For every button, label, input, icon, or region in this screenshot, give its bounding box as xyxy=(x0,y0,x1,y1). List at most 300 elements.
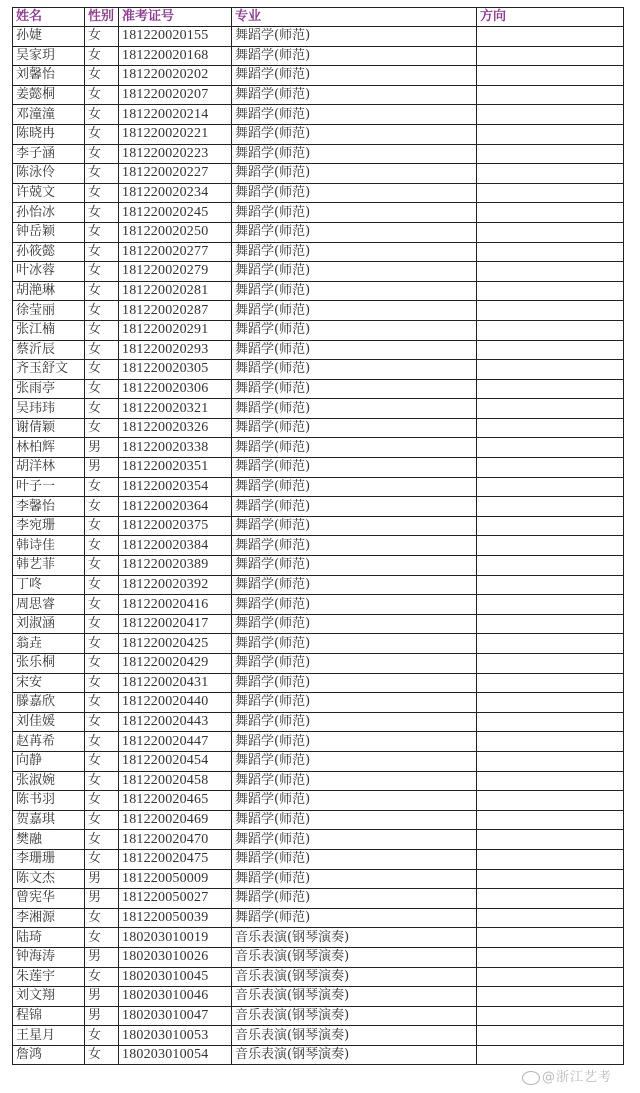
table-row xyxy=(13,399,624,419)
cell-exam-id: 181220020447 xyxy=(119,732,232,752)
cell-major: 舞蹈学(师范) xyxy=(232,732,477,752)
cell-sex: 女 xyxy=(85,967,119,987)
cell-direction xyxy=(477,1026,624,1046)
table-row xyxy=(13,418,624,438)
cell-sex: 女 xyxy=(85,320,119,340)
cell-name: 王星月 xyxy=(13,1026,85,1046)
table-body xyxy=(13,27,624,1065)
cell-direction xyxy=(477,1045,624,1065)
cell-name: 邓潼潼 xyxy=(13,105,85,125)
cell-direction xyxy=(477,360,624,380)
cell-name: 陈文杰 xyxy=(13,869,85,889)
table-row xyxy=(13,360,624,380)
cell-direction xyxy=(477,751,624,771)
cell-major: 音乐表演(钢琴演奏) xyxy=(232,1045,477,1065)
cell-exam-id: 181220020293 xyxy=(119,340,232,360)
header-major: 专业 xyxy=(232,8,477,27)
table-row xyxy=(13,516,624,536)
cell-major: 舞蹈学(师范) xyxy=(232,516,477,536)
cell-exam-id: 181220020416 xyxy=(119,595,232,615)
table-row xyxy=(13,1045,624,1065)
cell-name: 朱莲宇 xyxy=(13,967,85,987)
cell-exam-id: 181220020281 xyxy=(119,281,232,301)
cell-sex: 女 xyxy=(85,281,119,301)
cell-direction xyxy=(477,634,624,654)
cell-name: 韩诗佳 xyxy=(13,536,85,556)
cell-direction xyxy=(477,399,624,419)
cell-direction xyxy=(477,771,624,791)
table-row xyxy=(13,889,624,909)
cell-major: 舞蹈学(师范) xyxy=(232,477,477,497)
cell-major: 舞蹈学(师范) xyxy=(232,712,477,732)
cell-name: 丁咚 xyxy=(13,575,85,595)
cell-direction xyxy=(477,320,624,340)
cell-exam-id: 181220020277 xyxy=(119,242,232,262)
cell-sex: 女 xyxy=(85,222,119,242)
cell-sex: 女 xyxy=(85,477,119,497)
cell-exam-id: 181220020389 xyxy=(119,556,232,576)
cell-sex: 女 xyxy=(85,27,119,47)
cell-direction xyxy=(477,222,624,242)
cell-major: 舞蹈学(师范) xyxy=(232,399,477,419)
cell-major: 舞蹈学(师范) xyxy=(232,849,477,869)
cell-direction xyxy=(477,458,624,478)
table-row xyxy=(13,595,624,615)
table-row xyxy=(13,732,624,752)
cell-direction xyxy=(477,105,624,125)
cell-exam-id: 181220020364 xyxy=(119,497,232,517)
cell-exam-id: 181220020338 xyxy=(119,438,232,458)
cell-name: 蔡沂辰 xyxy=(13,340,85,360)
cell-name: 周思睿 xyxy=(13,595,85,615)
table-row xyxy=(13,85,624,105)
cell-major: 舞蹈学(师范) xyxy=(232,222,477,242)
cell-sex: 女 xyxy=(85,732,119,752)
cell-sex: 女 xyxy=(85,849,119,869)
cell-exam-id: 181220020287 xyxy=(119,301,232,321)
cell-direction xyxy=(477,595,624,615)
watermark-text: @浙江艺考 xyxy=(542,1070,613,1085)
cell-exam-id: 181220020168 xyxy=(119,46,232,66)
cell-exam-id: 181220020351 xyxy=(119,458,232,478)
watermark xyxy=(522,1066,612,1085)
cell-direction xyxy=(477,536,624,556)
cell-major: 舞蹈学(师范) xyxy=(232,203,477,223)
table-row xyxy=(13,908,624,928)
cell-major: 舞蹈学(师范) xyxy=(232,654,477,674)
cell-direction xyxy=(477,869,624,889)
cell-major: 舞蹈学(师范) xyxy=(232,262,477,282)
cell-direction xyxy=(477,889,624,909)
cell-sex: 女 xyxy=(85,105,119,125)
cell-exam-id: 181220020469 xyxy=(119,810,232,830)
cell-major: 舞蹈学(师范) xyxy=(232,46,477,66)
cell-sex: 女 xyxy=(85,379,119,399)
cell-sex: 女 xyxy=(85,654,119,674)
cell-major: 舞蹈学(师范) xyxy=(232,497,477,517)
cell-direction xyxy=(477,281,624,301)
cell-major: 舞蹈学(师范) xyxy=(232,693,477,713)
cell-exam-id: 181220020214 xyxy=(119,105,232,125)
table-row xyxy=(13,320,624,340)
cell-exam-id: 181220050039 xyxy=(119,908,232,928)
header-row xyxy=(13,8,624,27)
cell-name: 程锦 xyxy=(13,1006,85,1026)
cell-exam-id: 181220020223 xyxy=(119,144,232,164)
cell-major: 音乐表演(钢琴演奏) xyxy=(232,1006,477,1026)
cell-major: 音乐表演(钢琴演奏) xyxy=(232,967,477,987)
cell-major: 舞蹈学(师范) xyxy=(232,320,477,340)
cell-sex: 女 xyxy=(85,301,119,321)
cell-sex: 男 xyxy=(85,947,119,967)
cell-exam-id: 181220020245 xyxy=(119,203,232,223)
cell-sex: 男 xyxy=(85,869,119,889)
cell-name: 詹鸿 xyxy=(13,1045,85,1065)
cell-exam-id: 181220020465 xyxy=(119,791,232,811)
table-row xyxy=(13,262,624,282)
cell-name: 吴玮玮 xyxy=(13,399,85,419)
cell-sex: 女 xyxy=(85,634,119,654)
cell-major: 舞蹈学(师范) xyxy=(232,458,477,478)
cell-major: 音乐表演(钢琴演奏) xyxy=(232,1026,477,1046)
table-row xyxy=(13,477,624,497)
cell-sex: 女 xyxy=(85,399,119,419)
cell-major: 舞蹈学(师范) xyxy=(232,438,477,458)
cell-name: 陈晓冉 xyxy=(13,124,85,144)
cell-direction xyxy=(477,379,624,399)
cell-name: 李宛珊 xyxy=(13,516,85,536)
header-sex: 性别 xyxy=(85,8,119,27)
cell-direction xyxy=(477,516,624,536)
table-row xyxy=(13,849,624,869)
cell-name: 韩艺菲 xyxy=(13,556,85,576)
cell-sex: 女 xyxy=(85,1026,119,1046)
header-direction: 方向 xyxy=(477,8,624,27)
cell-sex: 女 xyxy=(85,556,119,576)
table-row xyxy=(13,987,624,1007)
cell-name: 宋安 xyxy=(13,673,85,693)
cell-direction xyxy=(477,66,624,86)
cell-name: 孙怡冰 xyxy=(13,203,85,223)
cell-exam-id: 181220020202 xyxy=(119,66,232,86)
cell-name: 张淑婉 xyxy=(13,771,85,791)
cell-sex: 女 xyxy=(85,183,119,203)
cell-name: 刘佳媛 xyxy=(13,712,85,732)
cell-sex: 女 xyxy=(85,810,119,830)
table-row xyxy=(13,614,624,634)
cell-sex: 男 xyxy=(85,889,119,909)
cell-name: 向静 xyxy=(13,751,85,771)
cell-sex: 女 xyxy=(85,242,119,262)
cell-direction xyxy=(477,575,624,595)
cell-sex: 女 xyxy=(85,340,119,360)
cell-name: 曾宪华 xyxy=(13,889,85,909)
table-row xyxy=(13,281,624,301)
table-row xyxy=(13,771,624,791)
cell-name: 张江楠 xyxy=(13,320,85,340)
cell-direction xyxy=(477,85,624,105)
cell-sex: 男 xyxy=(85,1006,119,1026)
cell-direction xyxy=(477,556,624,576)
cell-direction xyxy=(477,908,624,928)
cell-sex: 女 xyxy=(85,144,119,164)
cell-sex: 女 xyxy=(85,262,119,282)
header-name: 姓名 xyxy=(13,8,85,27)
cell-direction xyxy=(477,1006,624,1026)
cell-name: 张雨亭 xyxy=(13,379,85,399)
cell-name: 叶冰蓉 xyxy=(13,262,85,282)
cell-exam-id: 181220020454 xyxy=(119,751,232,771)
table-row xyxy=(13,967,624,987)
cell-exam-id: 181220020155 xyxy=(119,27,232,47)
cell-name: 谢倩颖 xyxy=(13,418,85,438)
cell-sex: 女 xyxy=(85,360,119,380)
cell-exam-id: 181220020227 xyxy=(119,164,232,184)
cell-name: 刘淑涵 xyxy=(13,614,85,634)
cell-exam-id: 180203010053 xyxy=(119,1026,232,1046)
cell-name: 贺嘉琪 xyxy=(13,810,85,830)
cell-direction xyxy=(477,124,624,144)
cell-sex: 女 xyxy=(85,575,119,595)
cell-direction xyxy=(477,928,624,948)
cell-direction xyxy=(477,654,624,674)
cell-sex: 女 xyxy=(85,46,119,66)
cell-name: 叶子一 xyxy=(13,477,85,497)
header-exam-id: 准考证号 xyxy=(119,8,232,27)
table-row xyxy=(13,1026,624,1046)
table-row xyxy=(13,791,624,811)
cell-sex: 女 xyxy=(85,497,119,517)
table-row xyxy=(13,66,624,86)
cell-exam-id: 181220020429 xyxy=(119,654,232,674)
cell-name: 胡滟琳 xyxy=(13,281,85,301)
cell-exam-id: 181220020291 xyxy=(119,320,232,340)
cell-sex: 男 xyxy=(85,458,119,478)
cell-direction xyxy=(477,242,624,262)
cell-sex: 女 xyxy=(85,693,119,713)
cell-major: 舞蹈学(师范) xyxy=(232,751,477,771)
cell-exam-id: 181220050027 xyxy=(119,889,232,909)
cell-sex: 男 xyxy=(85,438,119,458)
table-row xyxy=(13,46,624,66)
cell-exam-id: 181220020384 xyxy=(119,536,232,556)
cell-major: 舞蹈学(师范) xyxy=(232,85,477,105)
cell-major: 舞蹈学(师范) xyxy=(232,27,477,47)
cell-exam-id: 180203010054 xyxy=(119,1045,232,1065)
table-row xyxy=(13,830,624,850)
cell-direction xyxy=(477,947,624,967)
cell-major: 舞蹈学(师范) xyxy=(232,575,477,595)
cell-name: 樊融 xyxy=(13,830,85,850)
cell-major: 舞蹈学(师范) xyxy=(232,908,477,928)
cell-direction xyxy=(477,340,624,360)
cell-direction xyxy=(477,791,624,811)
cell-major: 舞蹈学(师范) xyxy=(232,869,477,889)
cell-sex: 女 xyxy=(85,516,119,536)
cell-direction xyxy=(477,477,624,497)
cell-direction xyxy=(477,712,624,732)
cell-sex: 女 xyxy=(85,830,119,850)
table-row xyxy=(13,144,624,164)
cell-major: 舞蹈学(师范) xyxy=(232,66,477,86)
cell-name: 林柏辉 xyxy=(13,438,85,458)
cell-major: 舞蹈学(师范) xyxy=(232,418,477,438)
table-row xyxy=(13,242,624,262)
cell-sex: 女 xyxy=(85,66,119,86)
cell-sex: 女 xyxy=(85,791,119,811)
cell-name: 孙婕 xyxy=(13,27,85,47)
cell-sex: 女 xyxy=(85,673,119,693)
cell-exam-id: 181220020279 xyxy=(119,262,232,282)
table-row xyxy=(13,458,624,478)
cell-major: 音乐表演(钢琴演奏) xyxy=(232,987,477,1007)
cell-major: 舞蹈学(师范) xyxy=(232,830,477,850)
cell-exam-id: 180203010047 xyxy=(119,1006,232,1026)
table-row xyxy=(13,712,624,732)
cell-major: 舞蹈学(师范) xyxy=(232,810,477,830)
cell-name: 徐莹丽 xyxy=(13,301,85,321)
cell-direction xyxy=(477,810,624,830)
table-row xyxy=(13,124,624,144)
table-row xyxy=(13,654,624,674)
cell-exam-id: 180203010045 xyxy=(119,967,232,987)
cell-exam-id: 181220020305 xyxy=(119,360,232,380)
cell-major: 音乐表演(钢琴演奏) xyxy=(232,928,477,948)
cell-exam-id: 181220020440 xyxy=(119,693,232,713)
cell-exam-id: 181220020475 xyxy=(119,849,232,869)
cell-name: 许兢文 xyxy=(13,183,85,203)
table-row xyxy=(13,575,624,595)
cell-direction xyxy=(477,693,624,713)
cell-major: 舞蹈学(师范) xyxy=(232,791,477,811)
cell-sex: 女 xyxy=(85,124,119,144)
cell-direction xyxy=(477,301,624,321)
cell-direction xyxy=(477,27,624,47)
cell-sex: 女 xyxy=(85,614,119,634)
cell-major: 舞蹈学(师范) xyxy=(232,889,477,909)
cell-major: 舞蹈学(师范) xyxy=(232,242,477,262)
table-row xyxy=(13,301,624,321)
cell-sex: 女 xyxy=(85,928,119,948)
cell-name: 赵苒希 xyxy=(13,732,85,752)
cell-direction xyxy=(477,673,624,693)
table-row xyxy=(13,536,624,556)
cell-direction xyxy=(477,262,624,282)
cell-major: 舞蹈学(师范) xyxy=(232,556,477,576)
table-row xyxy=(13,673,624,693)
cell-major: 舞蹈学(师范) xyxy=(232,105,477,125)
table-row xyxy=(13,203,624,223)
table-row xyxy=(13,556,624,576)
cell-name: 胡洋林 xyxy=(13,458,85,478)
cell-name: 刘馨怡 xyxy=(13,66,85,86)
cell-exam-id: 181220020392 xyxy=(119,575,232,595)
cell-name: 李珊珊 xyxy=(13,849,85,869)
table-row xyxy=(13,164,624,184)
cell-exam-id: 181220020375 xyxy=(119,516,232,536)
cell-major: 舞蹈学(师范) xyxy=(232,340,477,360)
cell-exam-id: 181220050009 xyxy=(119,869,232,889)
cell-sex: 女 xyxy=(85,771,119,791)
cell-major: 舞蹈学(师范) xyxy=(232,595,477,615)
cell-major: 舞蹈学(师范) xyxy=(232,614,477,634)
table-row xyxy=(13,810,624,830)
table-row xyxy=(13,438,624,458)
cell-sex: 女 xyxy=(85,712,119,732)
cell-sex: 男 xyxy=(85,987,119,1007)
table-row xyxy=(13,693,624,713)
cell-name: 陈泳伶 xyxy=(13,164,85,184)
cell-major: 舞蹈学(师范) xyxy=(232,634,477,654)
cell-direction xyxy=(477,830,624,850)
cell-direction xyxy=(477,144,624,164)
table-row xyxy=(13,947,624,967)
cell-name: 李馨怡 xyxy=(13,497,85,517)
cell-sex: 女 xyxy=(85,751,119,771)
cell-exam-id: 181220020458 xyxy=(119,771,232,791)
cell-sex: 女 xyxy=(85,418,119,438)
cell-direction xyxy=(477,987,624,1007)
cell-name: 陆琦 xyxy=(13,928,85,948)
cell-major: 舞蹈学(师范) xyxy=(232,673,477,693)
cell-exam-id: 181220020221 xyxy=(119,124,232,144)
cell-major: 舞蹈学(师范) xyxy=(232,379,477,399)
cell-sex: 女 xyxy=(85,536,119,556)
cell-direction xyxy=(477,46,624,66)
cell-name: 滕嘉欣 xyxy=(13,693,85,713)
cell-sex: 女 xyxy=(85,164,119,184)
table-row xyxy=(13,497,624,517)
cell-sex: 女 xyxy=(85,1045,119,1065)
table-row xyxy=(13,928,624,948)
cell-name: 钟海涛 xyxy=(13,947,85,967)
cell-name: 钟岳颖 xyxy=(13,222,85,242)
table-row xyxy=(13,222,624,242)
cell-name: 李湘源 xyxy=(13,908,85,928)
table-row xyxy=(13,1006,624,1026)
cell-direction xyxy=(477,183,624,203)
cell-name: 齐玉舒文 xyxy=(13,360,85,380)
table-row xyxy=(13,869,624,889)
cell-exam-id: 181220020470 xyxy=(119,830,232,850)
cell-sex: 女 xyxy=(85,595,119,615)
table-row xyxy=(13,183,624,203)
cell-sex: 女 xyxy=(85,203,119,223)
cell-name: 李子涵 xyxy=(13,144,85,164)
cell-exam-id: 181220020326 xyxy=(119,418,232,438)
score-sheet xyxy=(12,7,624,1065)
cell-name: 翁垚 xyxy=(13,634,85,654)
cell-direction xyxy=(477,732,624,752)
cell-exam-id: 181220020321 xyxy=(119,399,232,419)
table-row xyxy=(13,379,624,399)
cell-exam-id: 181220020207 xyxy=(119,85,232,105)
table-row xyxy=(13,751,624,771)
cell-direction xyxy=(477,203,624,223)
cell-exam-id: 181220020425 xyxy=(119,634,232,654)
cell-major: 舞蹈学(师范) xyxy=(232,144,477,164)
cell-direction xyxy=(477,164,624,184)
cell-sex: 女 xyxy=(85,85,119,105)
cell-exam-id: 181220020443 xyxy=(119,712,232,732)
cell-name: 姜懿桐 xyxy=(13,85,85,105)
cell-exam-id: 181220020417 xyxy=(119,614,232,634)
cell-direction xyxy=(477,614,624,634)
cell-major: 舞蹈学(师范) xyxy=(232,536,477,556)
cell-exam-id: 180203010046 xyxy=(119,987,232,1007)
weibo-icon xyxy=(522,1071,540,1085)
cell-direction xyxy=(477,497,624,517)
